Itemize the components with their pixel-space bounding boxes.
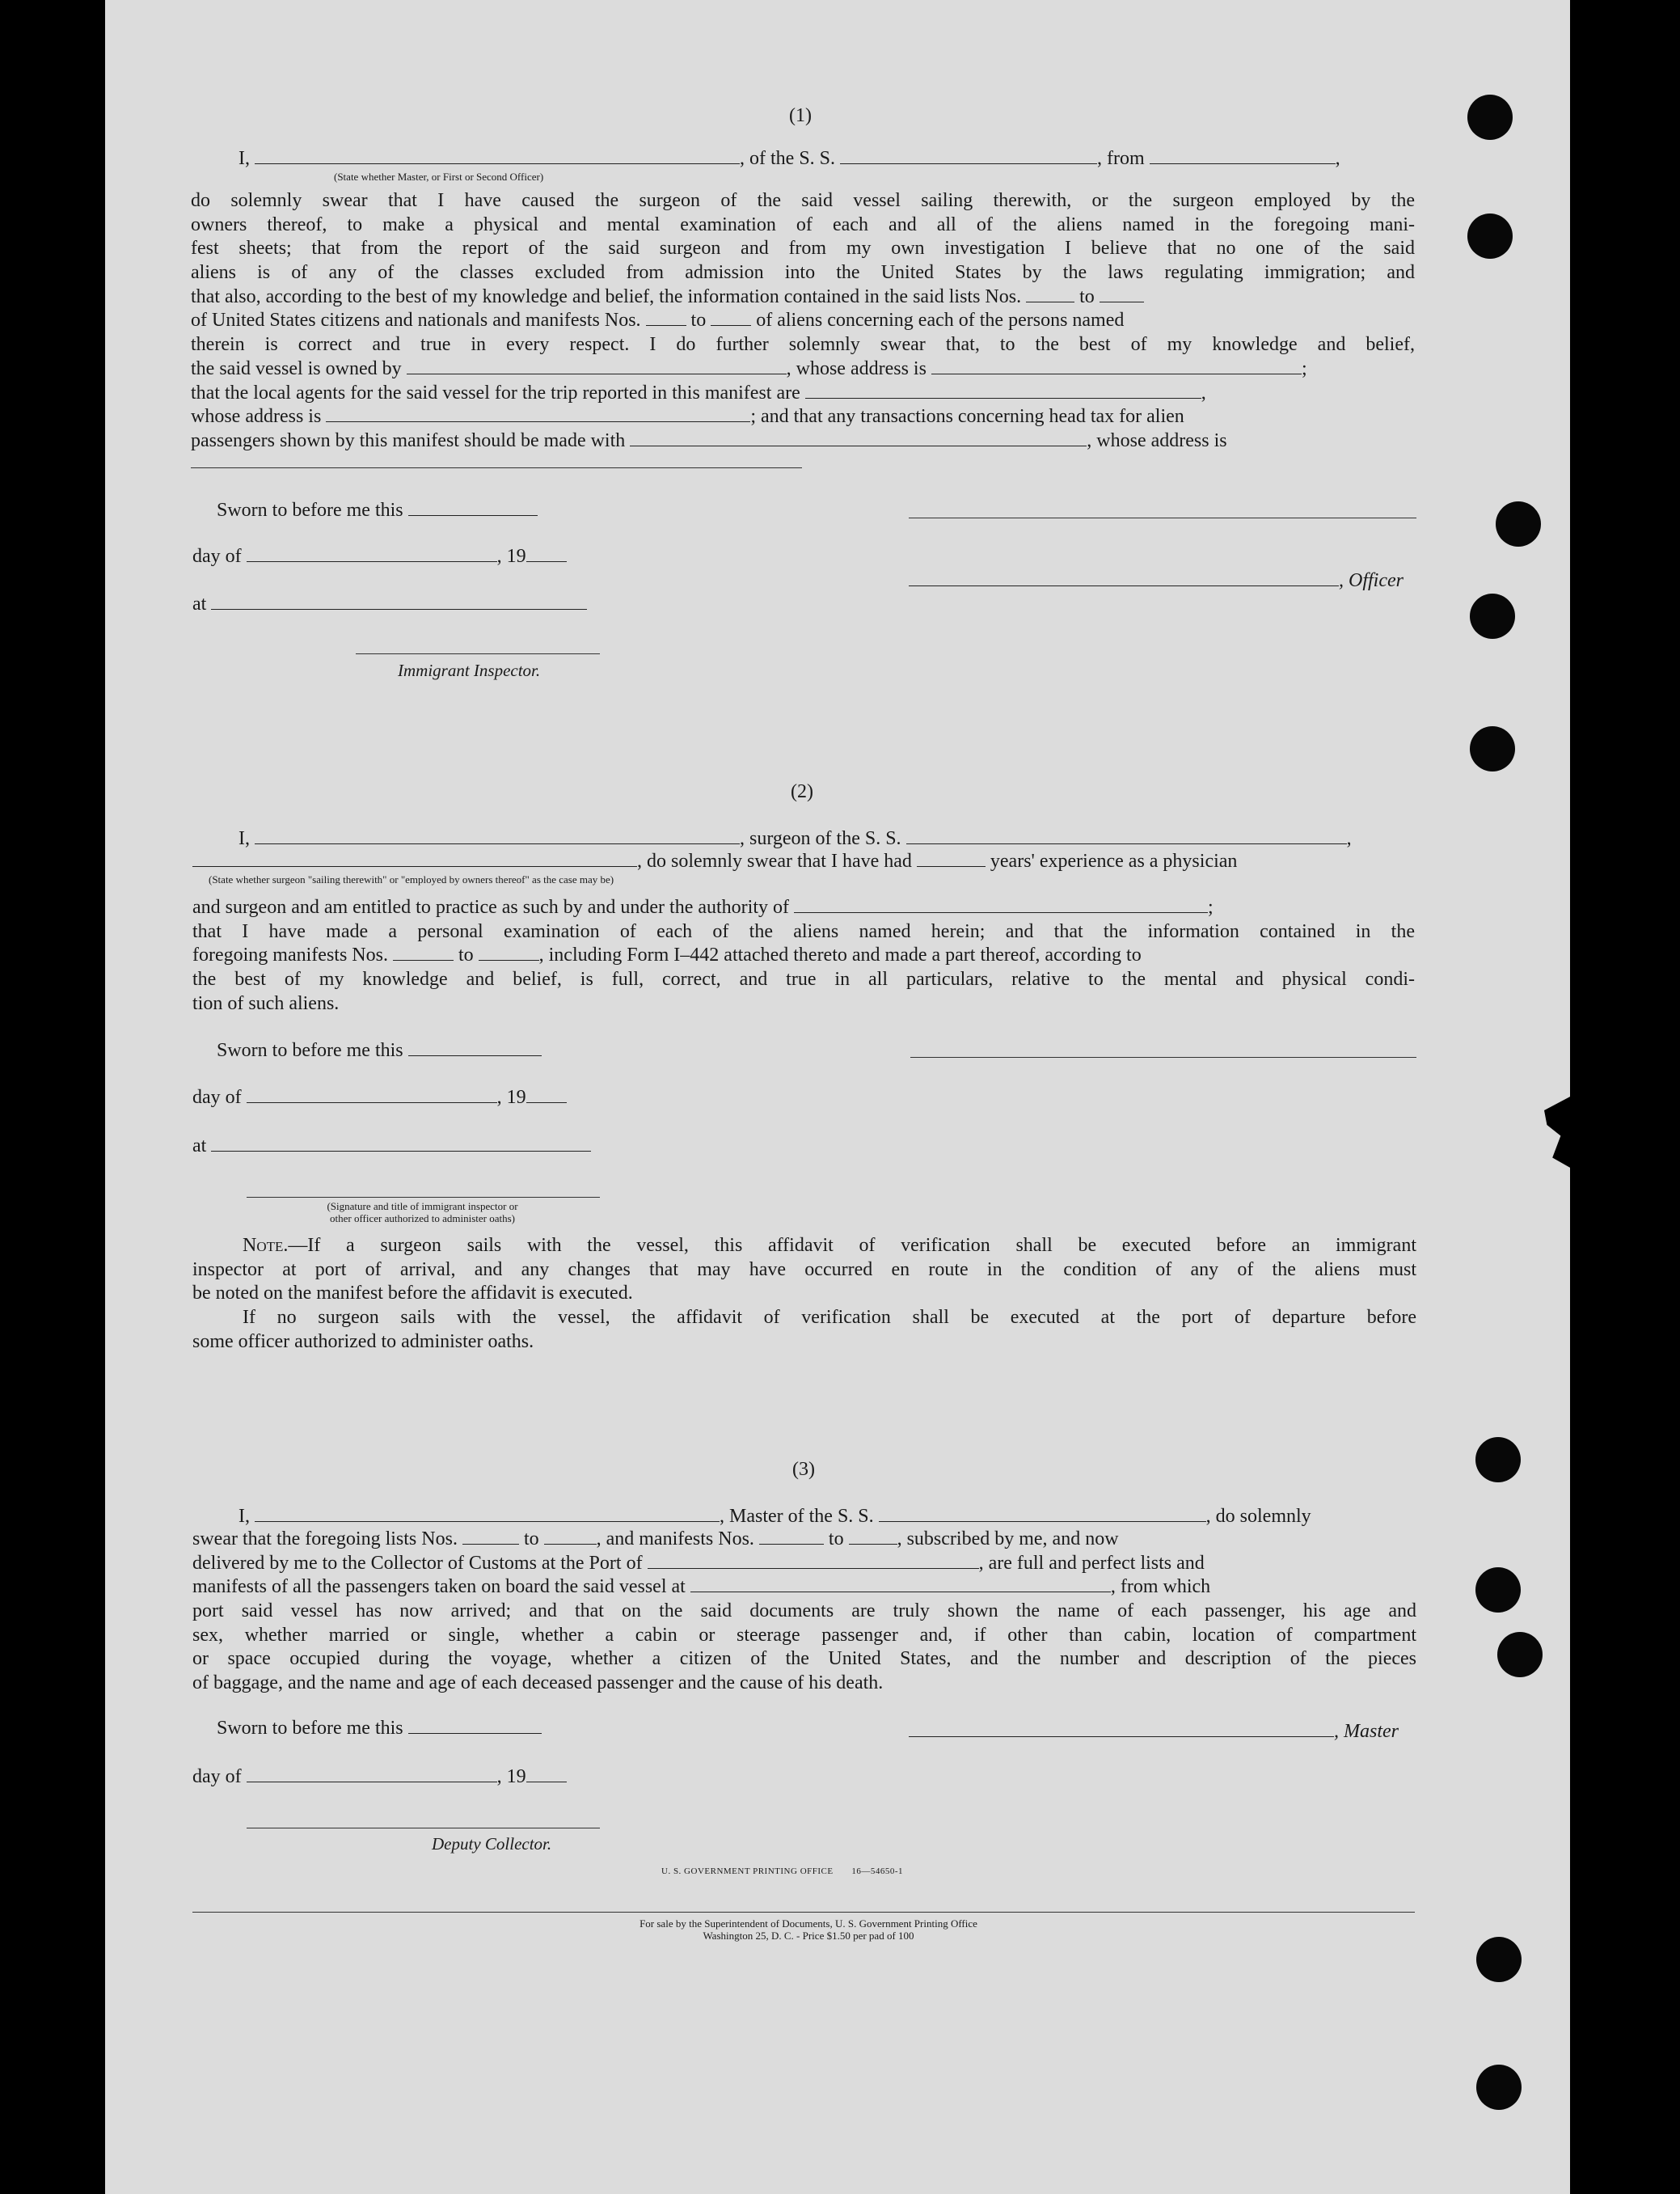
section-1-officer-hint: (State whether Master, or First or Second Officer) xyxy=(334,171,544,183)
section-2-oath-paragraph xyxy=(192,896,1415,1016)
text-line: that the local agents for the said vessel for the trip reported in this manifest are , xyxy=(191,382,1206,404)
section-2-number: (2) xyxy=(791,781,813,802)
section-3-sworn: Sworn to before me this xyxy=(217,1716,542,1740)
section-2-day-of: day of , 19 xyxy=(192,1085,567,1110)
section-2-inspector-line xyxy=(247,1197,600,1198)
address-continuation-line xyxy=(191,467,802,468)
text-line: sex, whether married or single, whether a cabin or steerage passenger and, if other than cabin, location of compartment xyxy=(192,1624,1416,1646)
binder-hole xyxy=(1467,213,1513,259)
section-1-sworn: Sworn to before me this xyxy=(217,498,538,522)
section-2-signature-line xyxy=(910,1057,1416,1058)
text-line: fest sheets; that from the report of the said surgeon and from my own investigation I believe that no one of the said xyxy=(191,238,1415,260)
section-2-at: at xyxy=(192,1134,591,1158)
text-line: and surgeon and am entitled to practice as such by and under the authority of ; xyxy=(192,897,1214,918)
text-line: delivered by me to the Collector of Customs at the Port of , are full and perfect lists and xyxy=(192,1552,1205,1574)
text-line: that I have made a personal examination of each of the aliens named herein; and that the information contained in the xyxy=(192,920,1415,942)
text-line: of baggage, and the name and age of each deceased passenger and the cause of his death. xyxy=(192,1672,884,1694)
text-line: swear that the foregoing lists Nos. to , and manifests Nos. to , subscribed by me, and now xyxy=(192,1528,1119,1549)
text-line: port said vessel has now arrived; and that on the said documents are truly shown the name of each passenger, his age and xyxy=(192,1600,1416,1622)
text-line: some officer authorized to administer oaths. xyxy=(192,1330,534,1352)
immigrant-inspector-label: Immigrant Inspector. xyxy=(398,661,541,680)
deputy-collector-label: Deputy Collector. xyxy=(432,1834,552,1854)
section-3-oath-paragraph xyxy=(192,1528,1416,1696)
footer-sale-notice: For sale by the Superintendent of Documents, U. S. Government Printing Office Washington 25, D. C. - Price $1.50 per pad of 100 xyxy=(639,1917,977,1942)
section-1-at: at xyxy=(192,592,587,616)
master-signature: , Master xyxy=(909,1719,1399,1744)
text-line: or space occupied during the voyage, whether a citizen of the United States, and the number and description of the pieces xyxy=(192,1648,1416,1670)
binder-hole xyxy=(1470,726,1515,771)
text-line: the said vessel is owned by , whose address is ; xyxy=(191,357,1307,379)
section-2-line-1: I, , surgeon of the S. S. , xyxy=(238,828,1352,849)
text-line: tion of such aliens. xyxy=(192,992,340,1014)
text-line: that also, according to the best of my knowledge and belief, the information contained in the said lists Nos. to xyxy=(191,285,1415,310)
text-line: aliens is of any of the classes excluded from admission into the United States by the laws regulating immigration; and xyxy=(191,262,1415,284)
section-3-line-1: I, , Master of the S. S. , do solemnly xyxy=(238,1506,1311,1527)
text-line: inspector at port of arrival, and any changes that may have occurred en route in the condition of any of the aliens must xyxy=(192,1258,1416,1280)
section-1-day-of: day of , 19 xyxy=(192,544,567,569)
section-1-number: (1) xyxy=(789,105,812,126)
section-1-oath-paragraph xyxy=(191,189,1415,454)
text-line: manifests of all the passengers taken on board the said vessel at , from which xyxy=(192,1576,1211,1598)
note-paragraph xyxy=(192,1234,1416,1354)
text-line: of United States citizens and nationals and manifests Nos. to of aliens concerning each of the persons named xyxy=(191,310,1125,332)
binder-hole xyxy=(1497,1632,1543,1677)
text-line: therein is correct and true in every respect. I do further solemnly swear that, to the best of my knowledge and belief, xyxy=(191,334,1415,356)
text-line: Note.—If a surgeon sails with the vessel, this affidavit of verification shall be executed before an immigrant xyxy=(243,1235,1416,1256)
text-line: If no surgeon sails with the vessel, the affidavit of verification shall be executed at the port of departure before xyxy=(243,1307,1416,1329)
section-2-line-2: , do solemnly swear that I have had years' experience as a physician xyxy=(192,849,1237,873)
text-line: passengers shown by this manifest should be made with , whose address is xyxy=(191,429,1227,451)
footer-divider xyxy=(192,1912,1415,1913)
text-line: do solemnly swear that I have caused the surgeon of the said vessel sailing therewith, or the surgeon employed by the xyxy=(191,190,1415,211)
section-3-day-of: day of , 19 xyxy=(192,1765,567,1789)
signature-title-caption: (Signature and title of immigrant inspector or other officer authorized to administer oaths) xyxy=(327,1200,518,1224)
binder-hole xyxy=(1470,594,1515,639)
text-line: foregoing manifests Nos. to , including Form I–442 attached thereto and made a part thereof, according to xyxy=(192,945,1142,966)
text-line: be noted on the manifest before the affidavit is executed. xyxy=(192,1283,633,1304)
text-line: whose address is ; and that any transactions concerning head tax for alien xyxy=(191,406,1184,428)
inspector-signature-line xyxy=(356,653,600,654)
section-3-number: (3) xyxy=(792,1459,815,1480)
binder-hole xyxy=(1467,95,1513,140)
binder-hole xyxy=(1475,1567,1521,1613)
binder-hole xyxy=(1476,1937,1522,1982)
section-2-surgeon-hint: (State whether surgeon "sailing therewith" or "employed by owners thereof" as the case may be) xyxy=(209,873,614,886)
text-line: the best of my knowledge and belief, is full, correct, and true in all particulars, relative to the mental and physical condi- xyxy=(192,969,1415,991)
section-2-sworn: Sworn to before me this xyxy=(217,1038,542,1063)
section-1-intro: I, , of the S. S. , from , xyxy=(238,148,1340,169)
text-line: owners thereof, to make a physical and mental examination of each and all of the aliens named in the foregoing mani- xyxy=(191,213,1415,235)
binder-hole xyxy=(1475,1437,1521,1482)
printing-office-mark: U. S. GOVERNMENT PRINTING OFFICE 16—54650-1 xyxy=(661,1866,904,1876)
binder-hole xyxy=(1496,501,1541,547)
officer-signature: , Officer xyxy=(909,569,1404,593)
binder-hole xyxy=(1476,2065,1522,2110)
